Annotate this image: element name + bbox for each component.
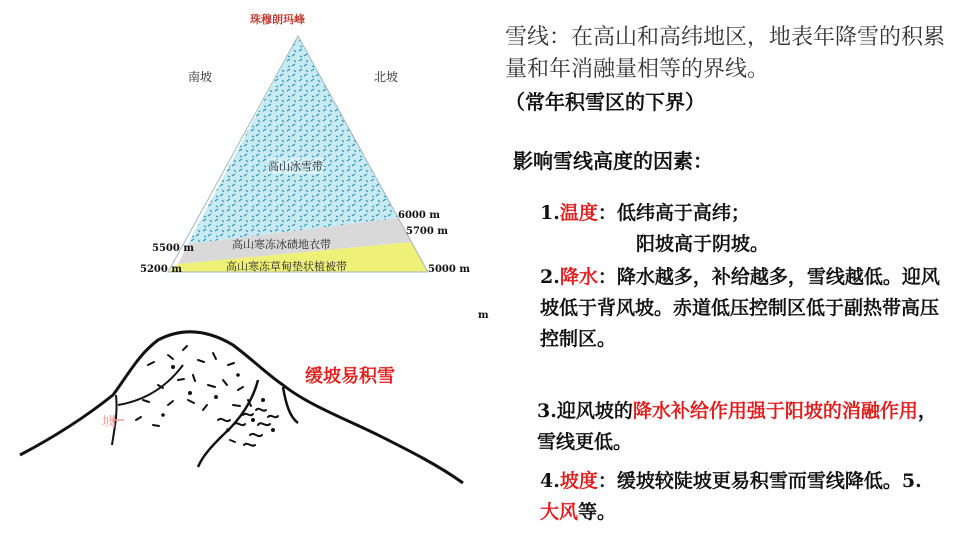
- definition-term: 雪线: [505, 25, 550, 50]
- factor-3-pre: 迎风坡的: [556, 400, 633, 422]
- factor-3-num: 3.: [537, 400, 557, 422]
- ice-zone-label: 高山冰雪带: [268, 160, 323, 173]
- mountain-sketch: [18, 305, 468, 505]
- factor-5-key: 大风: [540, 501, 579, 523]
- factor-5-num: 5.: [901, 470, 922, 492]
- mountain-sketch-svg: [18, 305, 468, 505]
- factor-1-num: 1.: [540, 202, 560, 224]
- meadow-zone-label: 高山寒冻草甸垫状植被带: [226, 260, 347, 273]
- alt-5700: 5700 m: [406, 226, 448, 237]
- factor-3-red: 降水补给作用强于阳坡的消融作用: [632, 400, 918, 422]
- south-slope-label: 南坡: [188, 70, 213, 84]
- factor-4-text: ：缓坡较陡坡更易积雪而雪线降低。: [597, 470, 902, 492]
- peak-label: 珠穆朗玛峰: [250, 13, 305, 26]
- factor-5-tail: 等。: [578, 501, 617, 523]
- everest-zone-diagram: [130, 8, 490, 321]
- factor-2-num: 2.: [540, 266, 560, 288]
- factor-2-text: ：降水越多，补给越多，雪线越低。迎风坡低于背风坡。赤道低压控制区低于副热带高压控制区。: [540, 266, 940, 350]
- factor-precipitation: [540, 262, 940, 355]
- factor-slope: [540, 466, 940, 528]
- alt-5200: 5200 m: [140, 264, 182, 275]
- stray-unit: m: [478, 310, 489, 321]
- factors-heading: 影响雪线高度的因素：: [513, 149, 713, 173]
- factor-3-post: ，雪线更低。: [537, 400, 937, 453]
- definition-colon: ：: [549, 25, 572, 50]
- factor-2-key: 降水: [559, 266, 598, 288]
- snowline-definition: [505, 22, 950, 119]
- factor-1-line1: ：低纬高于高纬；: [597, 202, 750, 224]
- alt-5000: 5000 m: [428, 264, 470, 275]
- ice-snow-zone: [188, 36, 398, 244]
- factor-4-num: 4.: [540, 470, 560, 492]
- alt-6000: 6000 m: [398, 210, 440, 221]
- factor-1-line2: 阳坡高于阴坡。: [636, 233, 770, 255]
- north-slope-label: 北坡: [374, 70, 399, 84]
- factor-1-key: 温度: [559, 202, 598, 224]
- definition-text: 在高山和高纬地区，地表年降雪的积累量和年消融量相等的界线。: [505, 25, 946, 82]
- factor-temperature: [540, 198, 940, 260]
- faint-slope-mark: 坡: [102, 415, 116, 430]
- gentle-slope-caption: 缓坡易积雪: [305, 366, 395, 387]
- definition-note: （常年积雪区的下界）: [505, 90, 705, 114]
- alt-5500: 5500 m: [152, 243, 194, 254]
- lichen-zone-label: 高山寒冻冰碛地衣带: [232, 238, 331, 251]
- factor-windward: [537, 396, 937, 458]
- factor-4-key: 坡度: [559, 470, 598, 492]
